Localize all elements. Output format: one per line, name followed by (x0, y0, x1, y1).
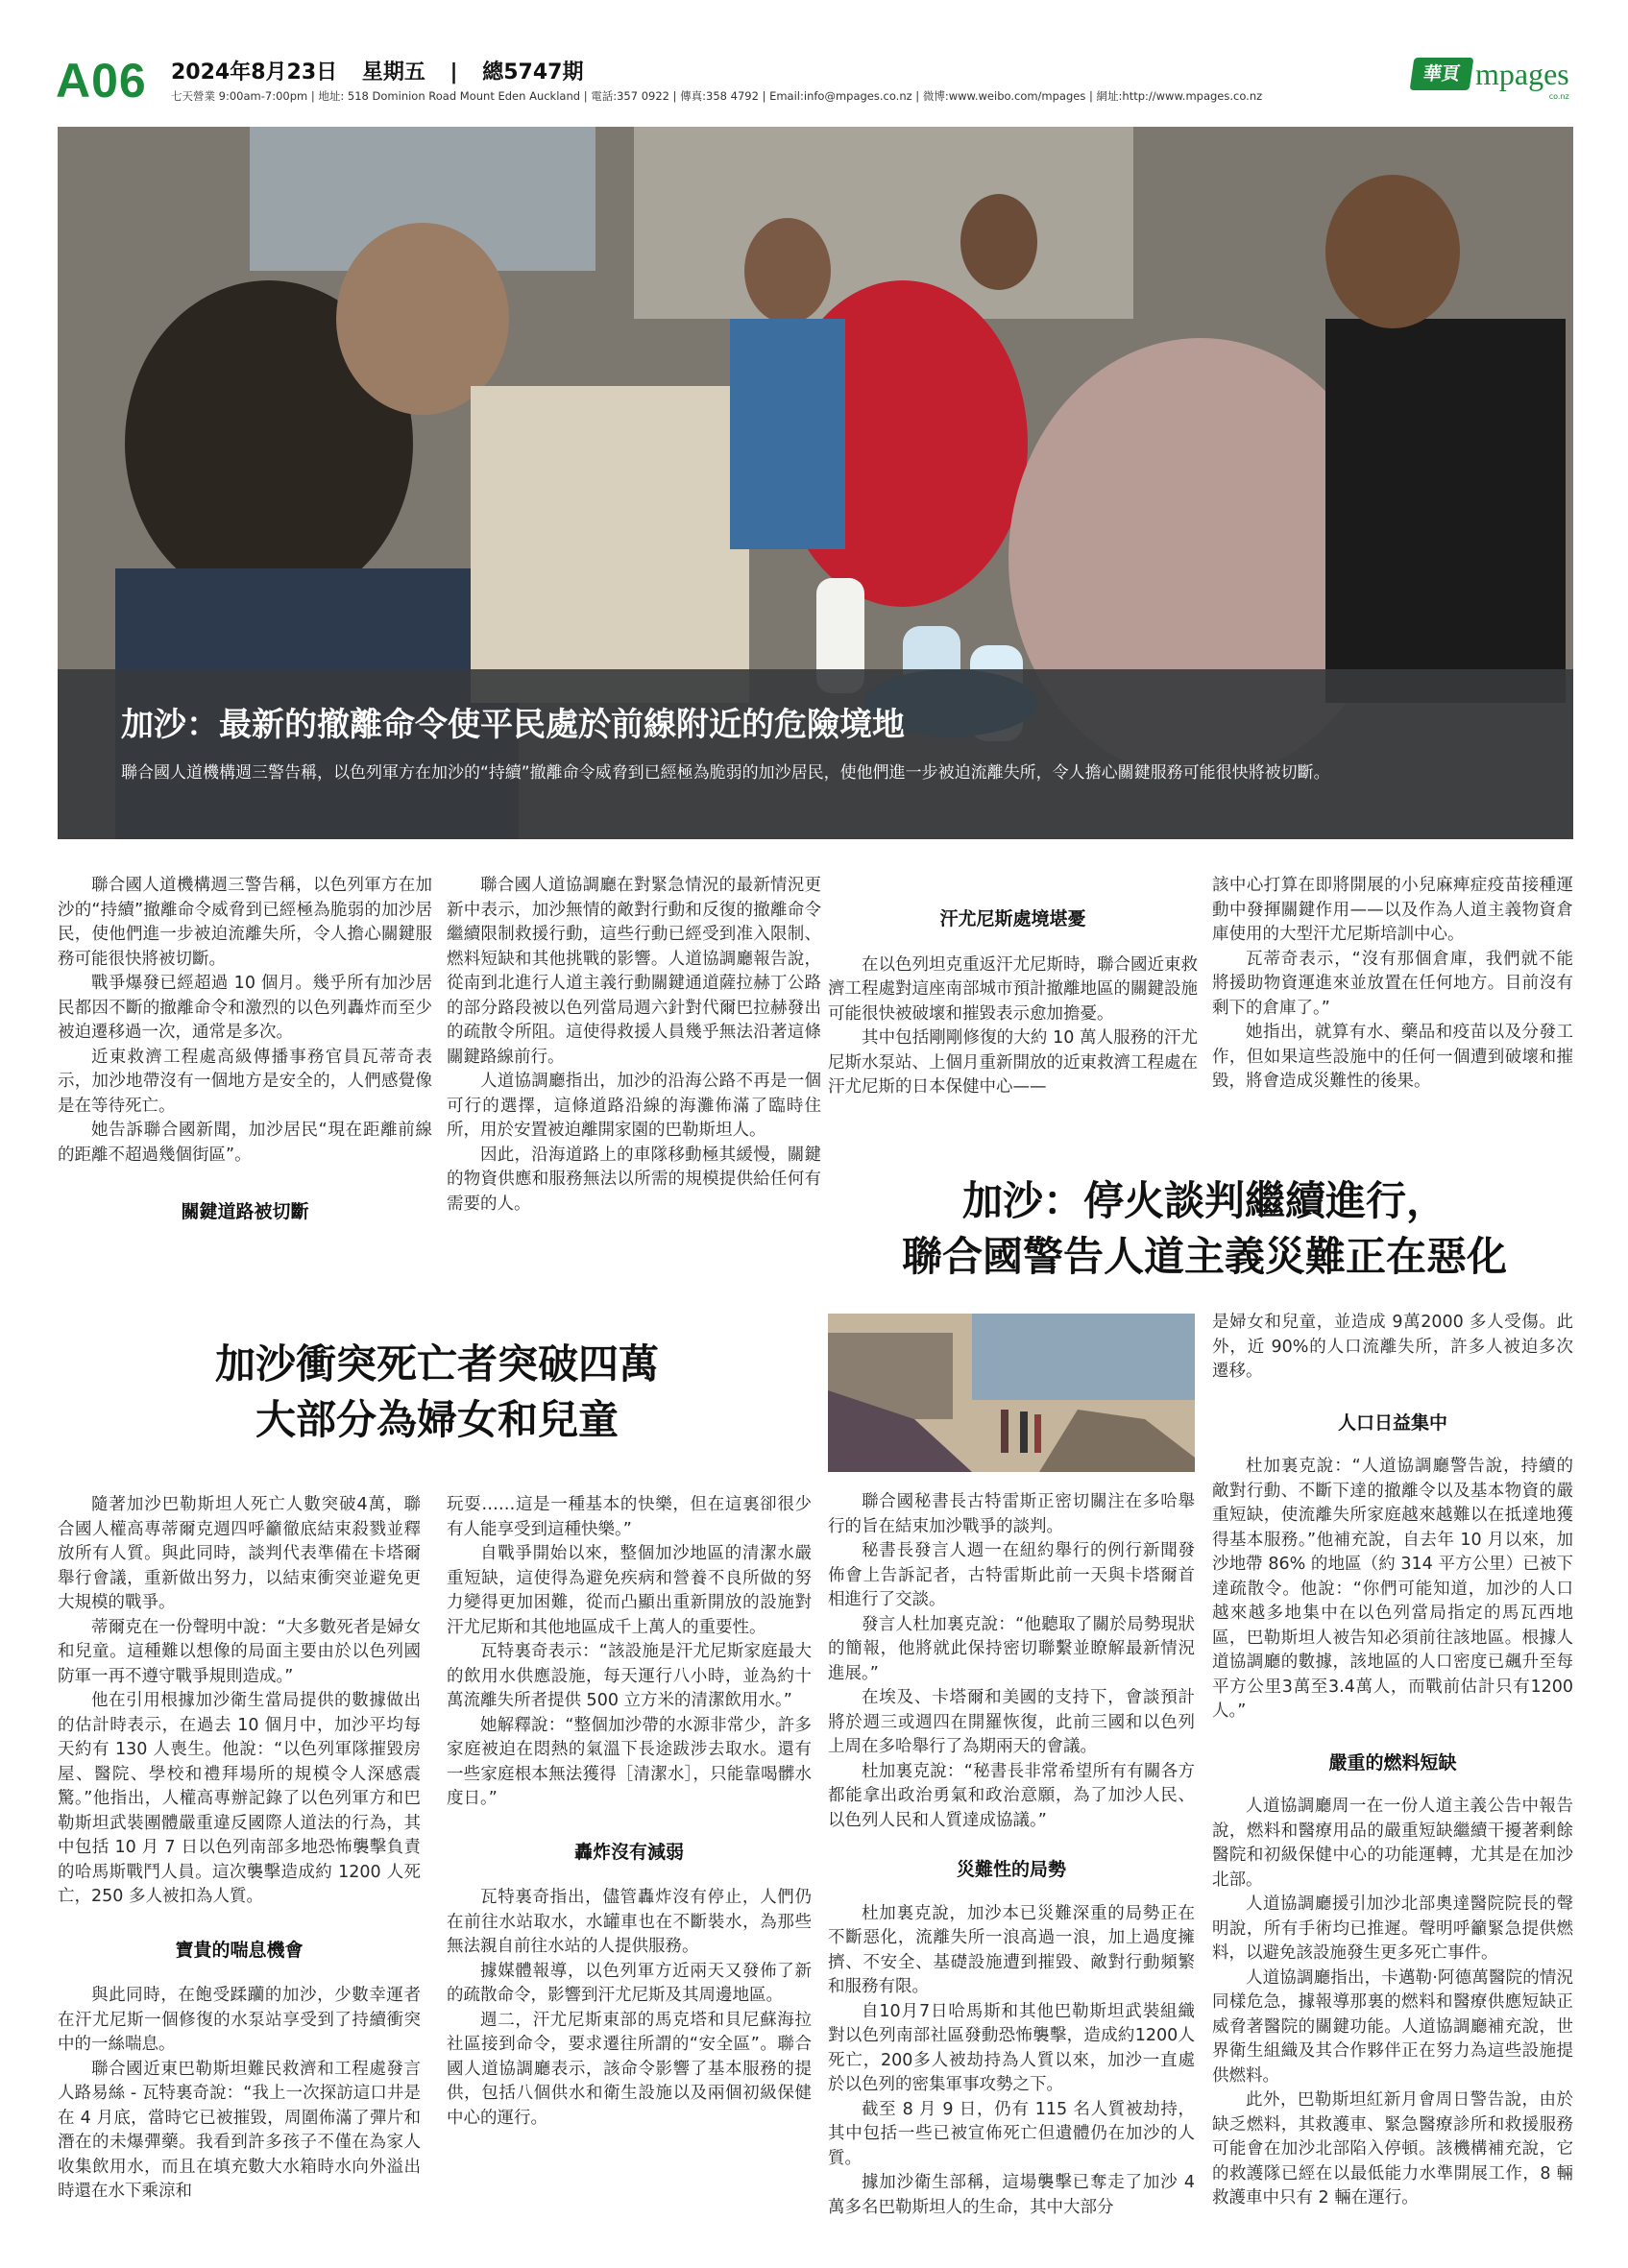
article1-col1 (58, 874, 432, 1225)
paragraph: 人道協調廳周一在一份人道主義公告中報告說，燃料和醫療用品的嚴重短缺繼續干擾著剩餘醫院和初級保健中心的功能運轉，尤其是在加沙北部。 (1212, 1797, 1573, 1890)
paragraph: 她指出，就算有水、藥品和疫苗以及分發工作，但如果這些設施中的任何一個遭到破壞和摧毀，將會造成災難性的後果。 (1212, 1023, 1573, 1091)
paragraph: 據媒體報導，以色列軍方近兩天又發佈了新的疏散命令，影響到汗尤尼斯及其周邊地區。 (447, 1961, 812, 2005)
paragraph: 他在引用根據加沙衛生當局提供的數據做出的估計時表示，在過去 10 個月中，加沙平均每天約有 130 人喪生。他說：“以色列軍隊摧毀房屋、醫院、學校和禮拜場所的規模令人深感震驚。”他指出，人權高專辦記錄了以色列軍方和巴勒斯坦武裝團體嚴重違反國際人道法的行為，其中包括 10 月 7 日以色列南部多地恐怖襲擊負責的哈馬斯戰鬥人員。這次襲擊造成約 1200 人死亡，250 多人被扣為人質。 (58, 1691, 421, 1906)
article2-col2 (447, 1493, 812, 2131)
paragraph: 戰爭爆發已經超過 10 個月。幾乎所有加沙居民都因不斷的撤離命令和激烈的以色列轟炸而至少被迫遷移過一次，通常是多次。 (58, 974, 432, 1042)
paragraph: 瓦特裏奇表示：“該設施是汗尤尼斯家庭最大的飲用水供應設施，每天運行八小時，並為約十萬流離失所者提供 500 立方米的清潔飲用水。” (447, 1642, 812, 1710)
article1-col3 (828, 874, 1198, 1100)
article1-col4 (1212, 874, 1573, 1095)
paragraph: 聯合國人道機構週三警告稱，以色列軍方在加沙的“持續”撤離命令威脅到已經極為脆弱的加沙居民，使他們進一步被迫流離失所，令人擔心關鍵服務可能很快將被切斷。 (58, 876, 432, 969)
issue-date-line (171, 56, 600, 85)
issue-number: 總5747期 (482, 60, 584, 84)
paragraph: 人道協調廳援引加沙北部奧達醫院院長的聲明說，所有手術均已推遲。聲明呼籲緊急提供燃料，以避免該設施發生更多死亡事件。 (1212, 1894, 1573, 1963)
article2-headline (58, 1337, 816, 1448)
paragraph: 近東救濟工程處高級傳播事務官員瓦蒂奇表示，加沙地帶沒有一個地方是安全的，人們感覺像是在等待死亡。 (58, 1047, 432, 1116)
paragraph: 聯合國人道協調廳在對緊急情況的最新情況更新中表示，加沙無情的敵對行動和反復的撤離命令繼續限制救援行動，這些行動已經受到准入限制、燃料短缺和其他挑戰的影響。人道協調廳報告說，從南到北進行人道主義行動關鍵通道薩拉赫丁公路的部分路段被以色列當局週六針對代爾巴拉赫發出的疏散令所阻。這使得救援人員幾乎無法沿著這條關鍵路線前行。 (447, 876, 821, 1067)
paragraph: 據加沙衛生部稱，這場襲擊已奪走了加沙 4萬多名巴勒斯坦人的生命，其中大部分 (828, 2173, 1195, 2217)
paragraph: 蒂爾克在一份聲明中說：“大多數死者是婦女和兒童。這種難以想像的局面主要由於以色列國防軍一再不遵守戰爭規則造成。” (58, 1617, 421, 1686)
article2-headline-line2: 大部分為婦女和兒童 (255, 1396, 619, 1443)
paragraph: 發言人杜加裏克說：“他聽取了關於局勢現狀的簡報，他將就此保持密切聯繫並瞭解最新情況進展。” (828, 1614, 1195, 1683)
paragraph: 該中心打算在即將開展的小兒麻痺症疫苗接種運動中發揮關鍵作用——以及作為人道主義物資倉庫使用的大型汗尤尼斯培訓中心。 (1212, 876, 1573, 944)
paragraph: 人道協調廳指出，加沙的沿海公路不再是一個可行的選擇，這條道路沿線的海灘佈滿了臨時住所，用於安置被迫離開家園的巴勒斯坦人。 (447, 1072, 821, 1140)
hero-description: 聯合國人道機構週三警告稱，以色列軍方在加沙的“持續”撤離命令威脅到已經極為脆弱的加沙居民，使他們進一步被迫流離失所，令人擔心關鍵服務可能很快將被切斷。 (121, 763, 1330, 783)
paragraph: 週二，汗尤尼斯東部的馬克塔和貝尼蘇海拉社區接到命令，要求遷往所謂的“安全區”。聯合國人道協調廳表示，該命令影響了基本服務的提供，包括八個供水和衛生設施以及兩個初級保健中心的運行。 (447, 2010, 812, 2128)
article3-headline-line1: 加沙：停火談判繼續進行， (961, 1177, 1446, 1224)
paragraph: 此外，巴勒斯坦紅新月會周日警告說，由於缺乏燃料，其救護車、緊急醫療診所和救援服務可能會在加沙北部陷入停頓。該機構補充說，它的救護隊已經在以最低能力水準開展工作，8 輛救護車中只有 2 輛在運行。 (1212, 2090, 1573, 2208)
article3-photo (828, 1314, 1195, 1472)
subheading-population: 人口日益集中 (1337, 1411, 1447, 1434)
page-number: A06 (56, 54, 147, 108)
paragraph: 其中包括剛剛修復的大約 10 萬人服務的汗尤尼斯水泵站、上個月重新開放的近東救濟工程處在汗尤尼斯的日本保健中心—— (828, 1028, 1198, 1097)
paragraph: 截至 8 月 9 日，仍有 115 名人質被劫持，其中包括一些已被宣佈死亡但遺體仍在加沙的人質。 (828, 2099, 1195, 2168)
paragraph: 瓦特裏奇指出，儘管轟炸沒有停止，人們仍在前往水站取水，水罐車也在不斷裝水，為那些無法親自前往水站的人提供服務。 (447, 1888, 812, 1956)
subheading-catastrophic: 災難性的局勢 (956, 1859, 1066, 1880)
subheading-fuel: 嚴重的燃料短缺 (1328, 1751, 1457, 1773)
logo-text: mpages (1475, 57, 1569, 91)
paragraph: 她告訴聯合國新聞，加沙居民“現在距離前線的距離不超過幾個街區”。 (58, 1121, 432, 1165)
publisher-info-line: 七天營業 9:00am-7:00pm | 地址: 518 Dominion Road Mount Eden Auckland | 電話:357 0922 | 傳真:358 4792 | Email:info@mpages.co.nz | 微博:www.weibo.com/mpages | 網址:http://www.mpages.co.nz (171, 89, 1263, 103)
subheading-key-road: 關鍵道路被切斷 (181, 1201, 309, 1222)
article3-headline-line2: 聯合國警告人道主義災難正在惡化 (901, 1233, 1507, 1280)
hero-caption (58, 669, 1573, 839)
paragraph: 自戰爭開始以來，整個加沙地區的清潔水嚴重短缺，這使得為避免疾病和營養不良所做的努力變得更加困難，從而凸顯出重新開放的設施對汗尤尼斯和其他地區成千上萬人的重要性。 (447, 1544, 812, 1637)
paragraph: 在埃及、卡塔爾和美國的支持下，會談預計將於週三或週四在開羅恢復，此前三國和以色列上周在多哈舉行了為期兩天的會議。 (828, 1688, 1195, 1756)
issue-weekday: 星期五 (361, 60, 425, 84)
paragraph: 聯合國秘書長古特雷斯正密切關注在多哈舉行的旨在結束加沙戰爭的談判。 (828, 1492, 1195, 1536)
article2-headline-line1: 加沙衝突死亡者突破四萬 (214, 1340, 659, 1387)
subheading-bombing: 轟炸沒有減弱 (573, 1841, 684, 1863)
paragraph: 自10月7日哈馬斯和其他巴勒斯坦武裝組織對以色列南部社區發動恐怖襲擊，造成約1200人死亡，200多人被劫持為人質以來，加沙一直處於以色列的密集軍事攻勢之下。 (828, 2001, 1195, 2094)
article3-photo-illustration (828, 1314, 1195, 1472)
logo-sub: co.nz (1548, 92, 1569, 101)
subheading-khan-younis: 汗尤尼斯處境堪憂 (939, 908, 1086, 929)
paragraph: 杜加裏克說，加沙本已災難深重的局勢正在不斷惡化，流離失所一浪高過一浪，加上過度擁擠、不安全、基礎設施遭到摧毀、敵對行動頻繁和服務有限。 (828, 1903, 1195, 1996)
logo-mark: 華頁 (1410, 58, 1474, 90)
header-separator: | (450, 60, 458, 84)
paragraph: 瓦蒂奇表示，“沒有那個倉庫，我們就不能將援助物資運進來並放置在任何地方。目前沒有剩下的倉庫了。” (1212, 949, 1573, 1018)
paragraph: 隨著加沙巴勒斯坦人死亡人數突破4萬，聯合國人權高專蒂爾克週四呼籲徹底結束殺戮並釋放所有人質。與此同時，談判代表準備在卡塔爾舉行會議，重新做出努力，以結束衝突並避免更大規模的戰爭。 (58, 1495, 421, 1612)
issue-date: 2024年8月23日 (171, 60, 338, 84)
paragraph: 杜加裏克說：“秘書長非常希望所有有關各方都能拿出政治勇氣和政治意願，為了加沙人民、以色列人民和人質達成協議。” (828, 1761, 1195, 1830)
paragraph: 因此，沿海道路上的車隊移動極其緩慢，關鍵的物資供應和服務無法以所需的規模提供給任何有需要的人。 (447, 1145, 821, 1214)
paragraph: 是婦女和兒童，並造成 9萬2000 多人受傷。此外，近 90%的人口流離失所，許多人被迫多次遷移。 (1212, 1313, 1573, 1381)
article1-col2 (447, 874, 821, 1217)
paragraph: 與此同時，在飽受蹂躪的加沙，少數幸運者在汗尤尼斯一個修復的水泵站享受到了持續衝突中的一絲喘息。 (58, 1986, 421, 2054)
article2-col1 (58, 1493, 421, 2205)
paragraph: 聯合國近東巴勒斯坦難民救濟和工程處發言人路易絲 - 瓦特裏奇說：“我上一次探訪這口井是在 4 月底，當時它已被摧毀，周圍佈滿了彈片和潛在的未爆彈藥。我看到許多孩子不僅在為家人收集飲用水，而且在填充數大水箱時水向外溢出時還在水下乘涼和 (58, 2059, 421, 2201)
paragraph: 她解釋說：“整個加沙帶的水源非常少，許多家庭被迫在悶熱的氣溫下長途跋涉去取水。還有一些家庭根本無法獲得［清潔水］，只能靠喝髒水度日。” (447, 1715, 812, 1808)
subheading-respite: 寶貴的喘息機會 (175, 1939, 304, 1961)
paragraph: 在以色列坦克重返汗尤尼斯時，聯合國近東救濟工程處對這座南部城市預計撤離地區的關鍵設施可能很快被破壞和摧毀表示愈加擔憂。 (828, 954, 1198, 1024)
hero-title: 加沙：最新的撤離命令使平民處於前線附近的危險境地 (121, 706, 905, 744)
article3-col2 (1212, 1311, 1573, 2211)
paragraph: 玩耍……這是一種基本的快樂，但在這裏卻很少有人能享受到這種快樂。” (447, 1495, 812, 1539)
paragraph: 人道協調廳指出，卡邁勒·阿德萬醫院的情況同樣危急，據報導那裏的燃料和醫療供應短缺正威脅著醫院的關鍵功能。人道協調廳補充說，世界衛生組織及其合作夥伴正在努力為這些設施提供燃料。 (1212, 1967, 1573, 2086)
paragraph: 秘書長發言人週一在紐約舉行的例行新聞發佈會上告訴記者，古特雷斯此前一天與卡塔爾首相進行了交談。 (828, 1541, 1195, 1609)
article3-headline (836, 1173, 1573, 1285)
mpages-logo (1412, 57, 1569, 101)
paragraph: 杜加裏克說：“人道協調廳警告說，持續的敵對行動、不斷下達的撤離令以及基本物資的嚴重短缺，使流離失所家庭越來越難以在抵達地獲得基本服務。”他補充說，自去年 10 月以來，加沙地帶 86% 的地區（約 314 平方公里）已被下達疏散令。他說：“你們可能知道，加沙的人口越來越多地集中在以色列當局指定的馬瓦西地區，巴勒斯坦人被告知必須前往該地區。根據人道協調廳的數據，該地區的人口密度已飆升至每平方公里3萬至3.4萬人，而戰前估計只有1200人。” (1212, 1457, 1573, 1721)
article3-col1 (828, 1490, 1195, 2220)
